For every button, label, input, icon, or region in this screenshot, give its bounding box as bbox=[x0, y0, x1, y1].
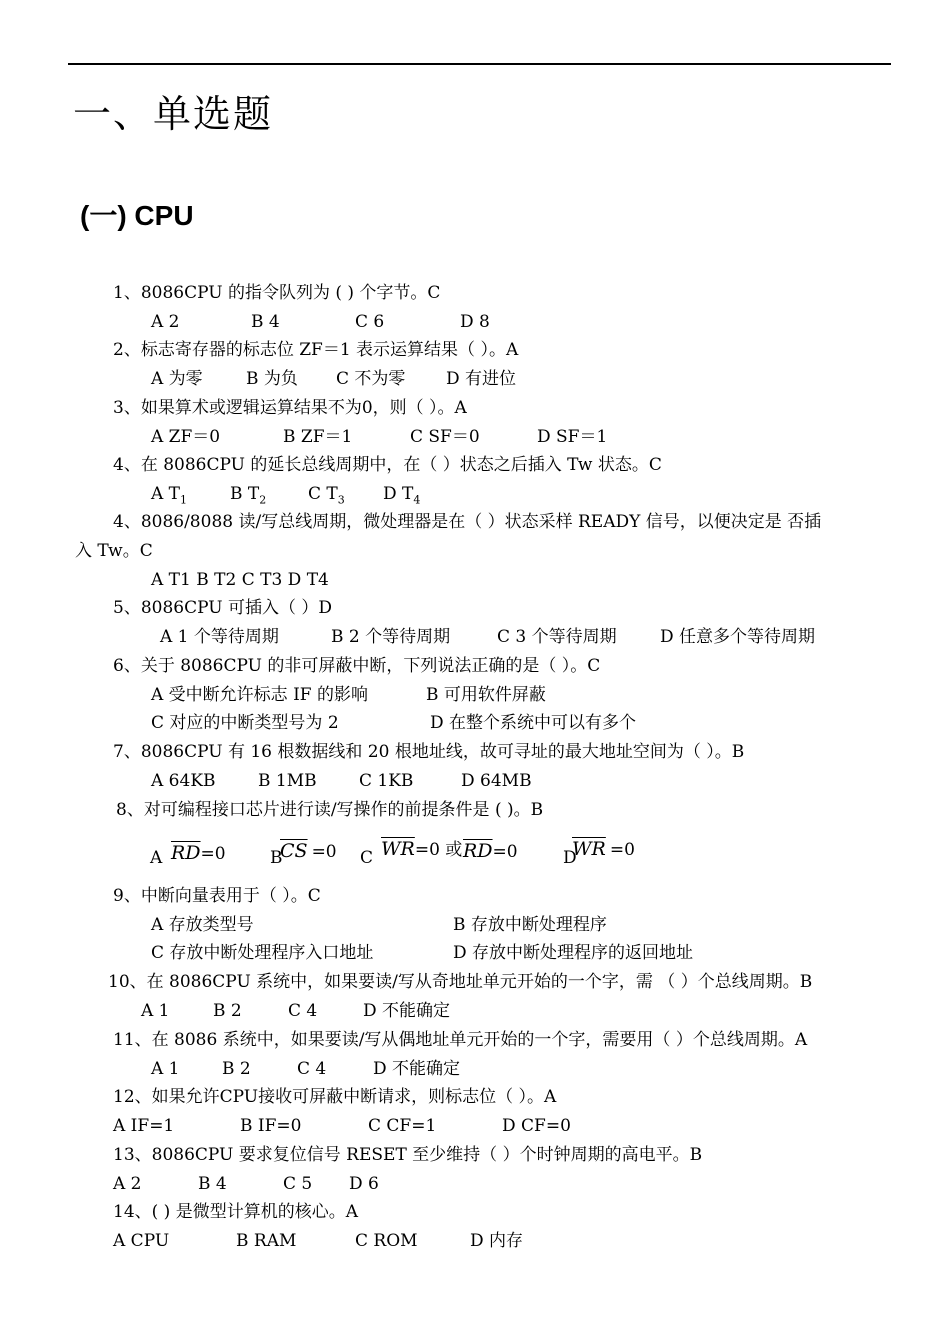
question-6-stem: 6、关于 8086CPU 的非可屏蔽中断，下列说法正确的是（ ）。C bbox=[113, 656, 601, 676]
question-1-option-a: A 2 bbox=[151, 312, 180, 332]
question-5-option-a: A 1 个等待周期 bbox=[160, 627, 279, 647]
subsection-title: (一) CPU bbox=[80, 200, 194, 231]
question-8-stem: 8、对可编程接口芯片进行读/写操作的前提条件是 ( )。B bbox=[116, 800, 544, 820]
question-8-option-d: D bbox=[563, 848, 577, 868]
question-13-stem: 13、8086CPU 要求复位信号 RESET 至少维持（ ）个时钟周期的高电平。B bbox=[113, 1145, 703, 1165]
question-9-option-d: D 存放中断处理程序的返回地址 bbox=[453, 943, 694, 963]
question-2-option-d: D 有进位 bbox=[446, 369, 517, 389]
question-12-option-d: D CF=0 bbox=[502, 1116, 571, 1136]
question-2-option-b: B 为负 bbox=[246, 369, 298, 389]
question-6-option-b: B 可用软件屏蔽 bbox=[426, 685, 546, 705]
question-7-option-a: A 64KB bbox=[151, 771, 216, 791]
question-9-option-c: C 存放中断处理程序入口地址 bbox=[151, 943, 374, 963]
question-11-stem: 11、在 8086 系统中，如果要读/写从偶地址单元开始的一个字，需要用（ ）个总线周期。A bbox=[113, 1030, 808, 1050]
question-8-option-a: A bbox=[150, 848, 163, 868]
question-1-option-d: D 8 bbox=[460, 312, 490, 332]
question-13-option-a: A 2 bbox=[113, 1174, 142, 1194]
question-7-option-b: B 1MB bbox=[258, 771, 317, 791]
question-10-option-a: A 1 bbox=[141, 1001, 170, 1021]
question-8-signal-cs: $\overline{CS} =0$ bbox=[280, 840, 337, 862]
question-9-option-b: B 存放中断处理程序 bbox=[453, 915, 607, 935]
question-8-signal-rd: $\overline{RD}=0$ bbox=[171, 842, 226, 864]
question-4-option-b: B $T_2$ bbox=[230, 484, 267, 507]
question-13-option-c: C 5 bbox=[283, 1174, 313, 1194]
section-title: 一、单选题 bbox=[73, 92, 274, 136]
question-3-option-a: A ZF＝0 bbox=[151, 427, 221, 447]
question-10-option-b: B 2 bbox=[213, 1001, 242, 1021]
question-5-stem: 5、8086CPU 可插入（ ）D bbox=[113, 598, 332, 618]
question-8-option-c: C bbox=[360, 848, 374, 868]
question-6-option-d: D 在整个系统中可以有多个 bbox=[430, 713, 637, 733]
question-13-option-d: D 6 bbox=[349, 1174, 379, 1194]
question-3-option-c: C SF＝0 bbox=[410, 427, 480, 447]
question-6-option-a: A 受中断允许标志 IF 的影响 bbox=[151, 685, 368, 705]
question-7-option-c: C 1KB bbox=[359, 771, 414, 791]
question-5-option-c: C 3 个等待周期 bbox=[497, 627, 617, 647]
question-10-stem: 10、在 8086CPU 系统中，如果要读/写从奇地址单元开始的一个字，需 （ ）个总线周期。B bbox=[108, 972, 813, 992]
question-3-option-d: D SF＝1 bbox=[537, 427, 608, 447]
question-8-option-b: B bbox=[270, 848, 283, 868]
question-6-option-c: C 对应的中断类型号为 2 bbox=[151, 713, 339, 733]
question-5-option-b: B 2 个等待周期 bbox=[331, 627, 451, 647]
question-11-option-a: A 1 bbox=[151, 1059, 180, 1079]
question-8-signal-wr: $\overline{WR}=0$ 或 bbox=[381, 838, 463, 860]
question-2-option-a: A 为零 bbox=[151, 369, 203, 389]
question-4-stem: 4、在 8086CPU 的延长总线周期中，在（ ）状态之后插入 Tw 状态。C bbox=[113, 455, 662, 475]
question-4b-stem-line2: 入 Tw。C bbox=[75, 541, 153, 561]
question-2-option-c: C 不为零 bbox=[336, 369, 406, 389]
question-4-option-d: D $T_4$ bbox=[383, 484, 421, 507]
question-14-option-a: A CPU bbox=[113, 1231, 170, 1251]
question-11-option-b: B 2 bbox=[222, 1059, 251, 1079]
question-5-option-d: D 任意多个等待周期 bbox=[660, 627, 816, 647]
question-9-option-a: A 存放类型号 bbox=[151, 915, 254, 935]
question-13-option-b: B 4 bbox=[198, 1174, 227, 1194]
question-1-option-c: C 6 bbox=[355, 312, 385, 332]
question-14-stem: 14、( ) 是微型计算机的核心。A bbox=[113, 1202, 358, 1222]
question-9-stem: 9、中断向量表用于（ ）。C bbox=[113, 886, 321, 906]
question-14-option-c: C ROM bbox=[355, 1231, 418, 1251]
question-12-option-a: A IF=1 bbox=[113, 1116, 175, 1136]
question-10-option-d: D 不能确定 bbox=[363, 1001, 451, 1021]
header-rule bbox=[68, 63, 891, 65]
question-7-stem: 7、8086CPU 有 16 根数据线和 20 根地址线，故可寻址的最大地址空间为（ ）。B bbox=[113, 742, 745, 762]
question-4b-options: A T1 B T2 C T3 D T4 bbox=[151, 570, 329, 590]
question-14-option-b: B RAM bbox=[236, 1231, 297, 1251]
question-10-option-c: C 4 bbox=[288, 1001, 318, 1021]
question-12-option-b: B IF=0 bbox=[240, 1116, 302, 1136]
question-7-option-d: D 64MB bbox=[461, 771, 532, 791]
question-1-stem: 1、8086CPU 的指令队列为 ( ) 个字节。C bbox=[113, 283, 441, 303]
question-8-signal-rd-2: $\overline{RD}=0$ bbox=[463, 840, 518, 862]
question-8-signal-wr-2: $\overline{WR} =0$ bbox=[572, 838, 635, 860]
question-4b-stem-line1: 4、8086/8088 读/写总线周期，微处理器是在（ ）状态采样 READY 信号，以便决定是 否插 bbox=[113, 512, 822, 532]
question-11-option-c: C 4 bbox=[297, 1059, 327, 1079]
question-4-option-a: A $T_1$ bbox=[151, 484, 188, 507]
question-2-stem: 2、标志寄存器的标志位 ZF＝1 表示运算结果（ ）。A bbox=[113, 340, 519, 360]
question-3-stem: 3、如果算术或逻辑运算结果不为0，则（ ）。A bbox=[113, 398, 467, 418]
question-1-option-b: B 4 bbox=[251, 312, 280, 332]
question-4-option-c: C $T_3$ bbox=[308, 484, 345, 507]
question-12-option-c: C CF=1 bbox=[368, 1116, 437, 1136]
question-12-stem: 12、如果允许CPU接收可屏蔽中断请求，则标志位（ ）。A bbox=[113, 1087, 557, 1107]
question-3-option-b: B ZF＝1 bbox=[283, 427, 353, 447]
question-14-option-d: D 内存 bbox=[470, 1231, 524, 1251]
question-11-option-d: D 不能确定 bbox=[373, 1059, 461, 1079]
